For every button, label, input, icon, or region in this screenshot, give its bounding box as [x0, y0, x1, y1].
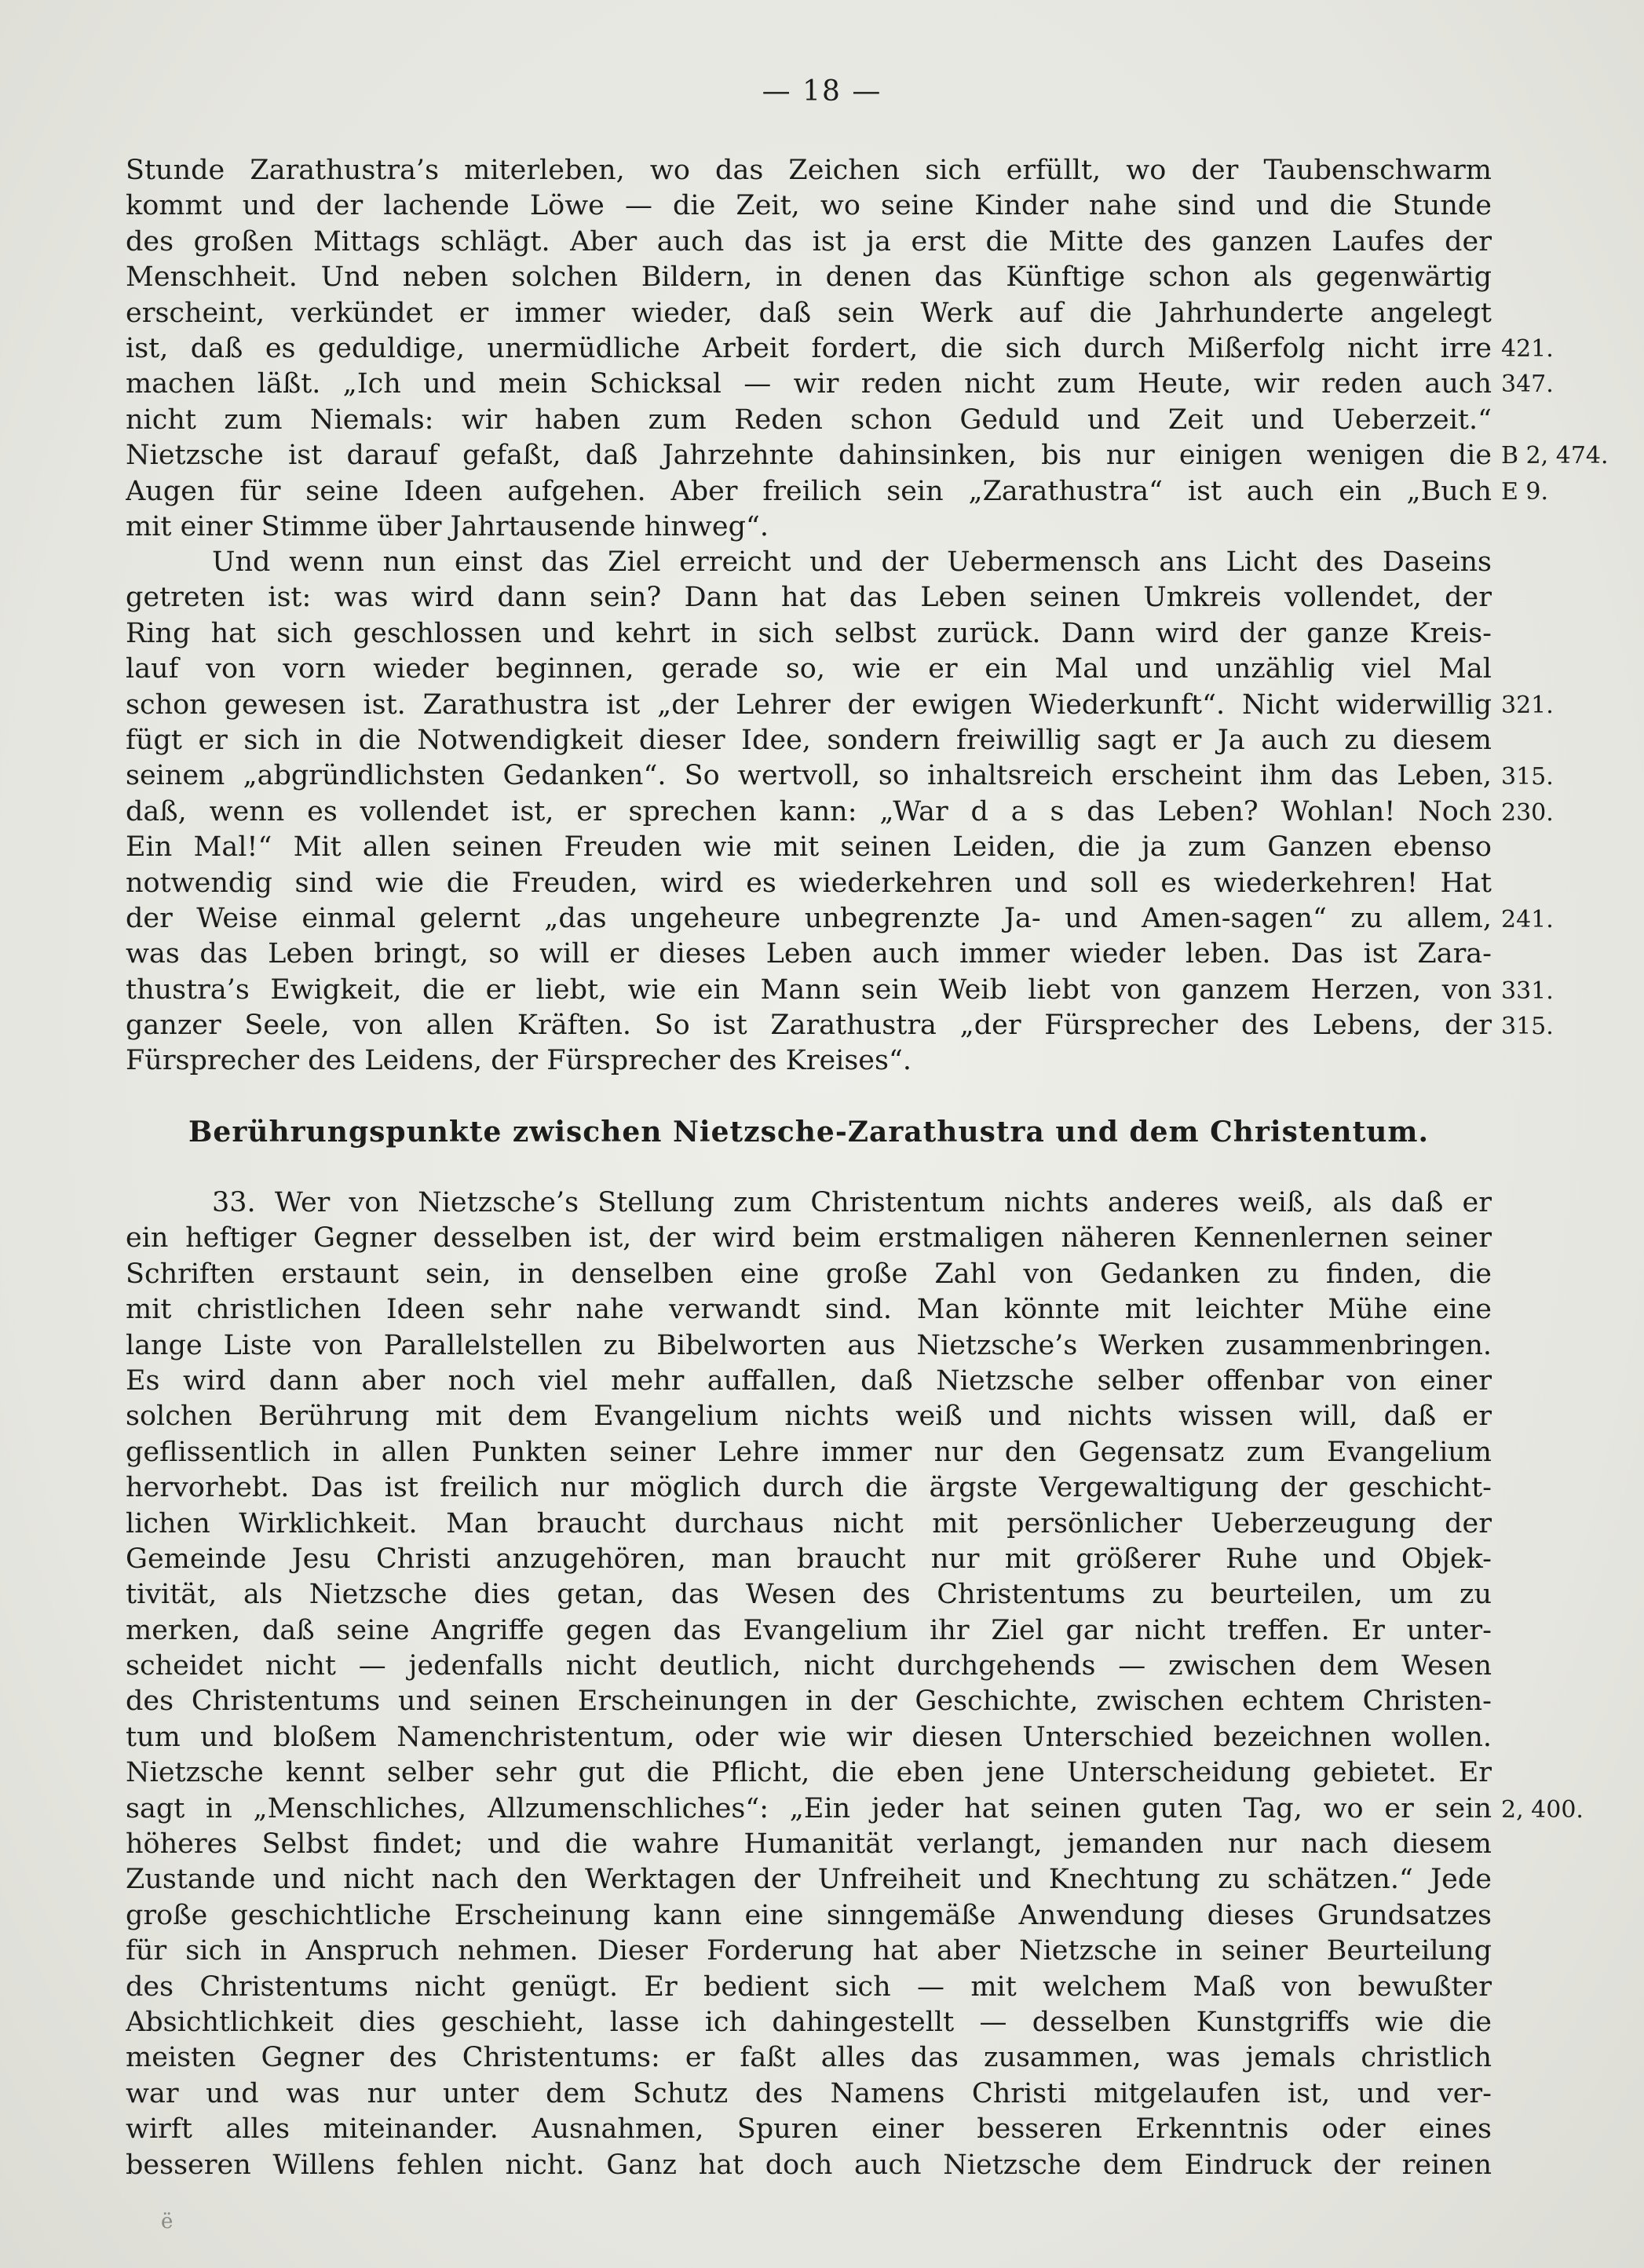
margin-reference: 421. [1501, 335, 1554, 363]
text-line: getreten ist: was wird dann sein? Dann hat das Leben seinen Umkreis vollendet, der [126, 582, 1492, 614]
text-line: Menschheit. Und neben solchen Bildern, in denen das Künftige schon als gegenwärtig [126, 261, 1492, 294]
text-line: Ring hat sich geschlossen und kehrt in sich selbst zurück. Dann wird der ganze Kreis- [126, 617, 1492, 649]
text-line: seinem „abgründlichsten Gedanken“. So wertvoll, so inhaltsreich erscheint ihm das Leben, [126, 760, 1492, 792]
text-line: mit einer Stimme über Jahrtausende hinweg“. [126, 510, 769, 542]
margin-reference: 321. [1501, 692, 1554, 719]
text-line: Fürsprecher des Leidens, der Fürsprecher des Kreises“. [126, 1045, 912, 1077]
text-line: sagt in „Menschliches, Allzumenschliches“: „Ein jeder hat seinen guten Tag, wo er sein [126, 1792, 1492, 1824]
margin-reference: 241. [1501, 906, 1554, 933]
text-line: der Weise einmal gelernt „das ungeheure unbegrenzte Ja- und Amen-sagen“ zu allem, [126, 902, 1492, 934]
text-line: nicht zum Niemals: wir haben zum Reden schon Geduld und Zeit und Ueberzeit.“ [126, 404, 1492, 436]
text-line: des Christentums nicht genügt. Er bedient sich — mit welchem Maß von bewußter [126, 1970, 1492, 2003]
margin-reference: 2, 400. [1501, 1796, 1584, 1824]
text-line: Absichtlichkeit dies geschieht, lasse ich dahingestellt — desselben Kunstgriffs wie die [126, 2006, 1492, 2038]
margin-reference: 315. [1501, 763, 1554, 791]
text-line: Schriften erstaunt sein, in denselben eine große Zahl von Gedanken zu finden, die [126, 1258, 1492, 1290]
text-line: des großen Mittags schlägt. Aber auch das ist ja erst die Mitte des ganzen Laufes der [126, 225, 1492, 257]
text-line: schon gewesen ist. Zarathustra ist „der Lehrer der ewigen Wiederkunft“. Nicht widerwillig [126, 688, 1492, 721]
paragraph-eternal-return [126, 545, 1492, 1079]
text-line: für sich in Anspruch nehmen. Dieser Forderung hat aber Nietzsche in seiner Beurteilung [126, 1935, 1492, 1967]
text-line: ganzer Seele, von allen Kräften. So ist Zarathustra „der Fürsprecher des Lebens, der [126, 1010, 1492, 1042]
text-line: geflissentlich in allen Punkten seiner Lehre immer nur den Gegensatz zum Evangelium [126, 1436, 1492, 1468]
text-line: Nietzsche kennt selber sehr gut die Pflicht, die eben jene Unterscheidung gebietet. Er [126, 1757, 1492, 1789]
margin-reference: 315. [1501, 1013, 1554, 1040]
scan-speck: ë [161, 2210, 174, 2233]
text-line: höheres Selbst findet; und die wahre Humanität verlangt, jemanden nur nach diesem [126, 1828, 1492, 1861]
margin-reference: E 9. [1501, 478, 1549, 506]
text-line: scheidet nicht — jedenfalls nicht deutlich, nicht durchgehends — zwischen dem Wesen [126, 1650, 1492, 1682]
text-line: tum und bloßem Namenchristentum, oder wie wir diesen Unterschied bezeichnen wollen. [126, 1721, 1492, 1753]
text-line: ein heftiger Gegner desselben ist, der wird beim erstmaligen näheren Kennenlernen seiner [126, 1222, 1492, 1255]
text-line: des Christentums und seinen Erscheinungen in der Geschichte, zwischen echtem Christen- [126, 1685, 1492, 1718]
text-line: ist, daß es geduldige, unermüdliche Arbeit fordert, die sich durch Mißerfolg nicht irre [126, 332, 1492, 364]
text-line: lauf von vorn wieder beginnen, gerade so, wie er ein Mal und unzählig viel Mal [126, 653, 1492, 685]
text-line: lichen Wirklichkeit. Man braucht durchaus nicht mit persönlicher Ueberzeugung der [126, 1507, 1492, 1539]
text-line: Zustande und nicht nach den Werktagen der Unfreiheit und Knechtung zu schätzen.“ Jede [126, 1864, 1492, 1896]
text-line: lange Liste von Parallelstellen zu Bibelworten aus Nietzsche’s Werken zusammenbringen. [126, 1329, 1492, 1361]
text-line: Gemeinde Jesu Christi anzugehören, man braucht nur mit größerer Ruhe und Objek- [126, 1543, 1492, 1575]
text-line: kommt und der lachende Löwe — die Zeit, wo seine Kinder nahe sind und die Stunde [126, 190, 1492, 222]
text-line: thustra’s Ewigkeit, die er liebt, wie ein Mann sein Weib liebt von ganzem Herzen, von [126, 973, 1492, 1006]
margin-reference: 347. [1501, 371, 1554, 398]
text-line: Und wenn nun einst das Ziel erreicht und der Uebermensch ans Licht des Daseins [212, 546, 1492, 578]
text-line: daß, wenn es vollendet ist, er sprechen kann: „War d a s das Leben? Wohlan! Noch [126, 795, 1492, 827]
margin-reference: B 2, 474. [1501, 442, 1609, 469]
text-line: tivität, als Nietzsche dies getan, das Wesen des Christentums zu beurteilen, um zu [126, 1579, 1492, 1611]
text-line: wirft alles miteinander. Ausnahmen, Spuren einer besseren Erkenntnis oder eines [126, 2113, 1492, 2146]
text-line: Nietzsche ist darauf gefaßt, daß Jahrzehnte dahinsinken, bis nur einigen wenigen die [126, 440, 1492, 472]
text-line: große geschichtliche Erscheinung kann eine sinngemäße Anwendung dieses Grundsatzes [126, 1899, 1492, 1931]
text-line: Es wird dann aber noch viel mehr auffallen, daß Nietzsche selber offenbar von einer [126, 1364, 1492, 1397]
text-line: Ein Mal!“ Mit allen seinen Freuden wie mit seinen Leiden, die ja zum Ganzen ebenso [126, 831, 1492, 864]
text-line: besseren Willens fehlen nicht. Ganz hat doch auch Nietzsche dem Eindruck der reinen [126, 2149, 1492, 2181]
section-heading: Berührungspunkte zwischen Nietzsche-Zarathustra und dem Christentum. [188, 1116, 1429, 1149]
margin-reference: 230. [1501, 799, 1554, 827]
text-line: solchen Berührung mit dem Evangelium nichts weiß und nichts wissen will, daß er [126, 1401, 1492, 1433]
text-line: was das Leben bringt, so will er dieses Leben auch immer wieder leben. Das ist Zara- [126, 938, 1492, 970]
text-line: war und was nur unter dem Schutz des Namens Christi mitgelaufen ist, und ver- [126, 2077, 1492, 2109]
text-line: hervorhebt. Das ist freilich nur möglich durch die ärgste Vergewaltigung der geschicht- [126, 1472, 1492, 1504]
text-line: merken, daß seine Angriffe gegen das Evangelium ihr Ziel gar nicht treffen. Er unter- [126, 1614, 1492, 1646]
text-line: Stunde Zarathustra’s miterleben, wo das Zeichen sich erfüllt, wo der Taubenschwarm [126, 155, 1492, 186]
paragraph-33 [126, 1185, 1492, 2183]
margin-reference: 331. [1501, 977, 1554, 1005]
paragraph-continuation [126, 153, 1492, 545]
text-line: fügt er sich in die Notwendigkeit dieser Idee, sondern freiwillig sagt er Ja auch zu diesem [126, 724, 1492, 756]
text-line: mit christlichen Ideen sehr nahe verwandt sind. Man könnte mit leichter Mühe eine [126, 1294, 1492, 1326]
text-line: notwendig sind wie die Freuden, wird es wiederkehren und soll es wiederkehren! Hat [126, 867, 1492, 899]
text-line: 33. Wer von Nietzsche’s Stellung zum Christentum nichts anderes weiß, als daß er [212, 1187, 1492, 1218]
text-line: erscheint, verkündet er immer wieder, daß sein Werk auf die Jahrhunderte angelegt [126, 297, 1492, 329]
text-line: machen läßt. „Ich und mein Schicksal — wir reden nicht zum Heute, wir reden auch [126, 368, 1492, 400]
text-line: Augen für seine Ideen aufgehen. Aber freilich sein „Zarathustra“ ist auch ein „Buch [126, 475, 1492, 507]
text-line: meisten Gegner des Christentums: er faßt alles das zusammen, was jemals christlich [126, 2042, 1492, 2074]
page-number: — 18 — [762, 75, 882, 108]
